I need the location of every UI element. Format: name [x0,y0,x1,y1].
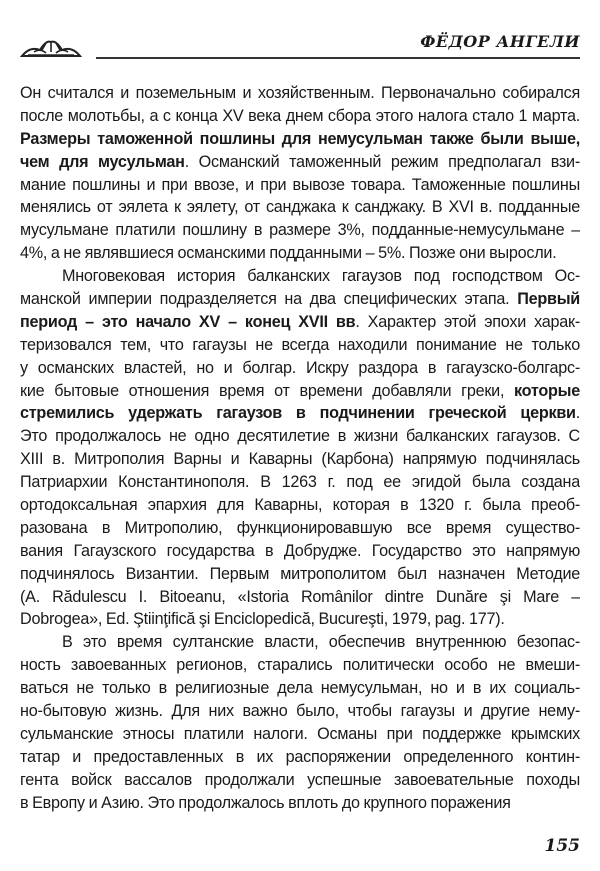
text: Он считался и поземельным и хозяйственным. Первоначально собирался [20,84,580,102]
text-line [20,723,580,746]
text-line [20,311,580,334]
text: (A. Rădulescu I. Bitoeanu, «Istoria Românilor dintre Dunăre şi Mare – [20,587,580,606]
text: Многовековая история балканских гагаузов под господством Ос- [62,267,580,286]
text: . Характер этой эпохи харак- [355,312,580,331]
text-line [20,563,580,586]
text-line [20,128,580,151]
text: теризовался тем, что гагаузы не всегда находили понимание не только [20,335,580,354]
text: после молотьбы, а с конца XV века днем сбора этого налога стало 1 марта. [20,106,580,125]
text: 4%, а не являвшиеся османскими подданными – 5%. Позже они выросли. [20,244,557,263]
text-line [20,151,580,174]
text-line [20,448,580,471]
text-line [20,219,580,242]
bold-text: Размеры таможенной пошлины для немусульман также были выше, [20,129,580,148]
text-line [20,586,580,609]
text-line [20,494,580,517]
text: В это время султанские власти, обеспечив внутреннюю безопас- [62,633,580,652]
text-line [20,196,580,219]
text-line [20,792,580,815]
text: сульманские этносы платили налоги. Османы при поддержке крымских [20,724,580,743]
text-line [20,265,580,288]
paragraph [20,82,580,265]
text-line [20,517,580,540]
text-line [20,242,580,265]
text-line [20,471,580,494]
text: у османских властей, но и болгар. Искру раздора в гагаузско-болгарс- [20,358,580,377]
text: ваться не только в религиозные дела немусульман, но и в их социаль- [20,679,580,698]
text: подчинялось Византии. Первым митрополитом был назначен Методие [20,564,580,583]
text-line [20,82,580,105]
text: мание пошлины и при ввозе, и при вывозе товара. Таможенные пошлины [20,175,580,194]
text-line [20,631,580,654]
text: мусульмане платили пошлину в размере 3%, подданные-немусульмане – [20,221,580,240]
text-line [20,357,580,380]
text: но-бытовую жизнь. Для них важно было, чтобы гагаузы и другие нему- [20,702,580,721]
bold-text: чем для мусульман [20,152,185,171]
text: кие бытовые отношения время от времени добавляли греки, [20,381,515,400]
text: ортодоксальная эпархия для Каварны, которая в 1320 г. была преоб- [20,496,580,515]
ornament-icon [20,38,82,60]
text: Патриархии Константинополя. В 1263 г. под ее эгидой была создана [20,473,580,492]
bold-text: которые [514,381,580,400]
text: . Османский таможенный режим предполагал взи- [184,152,580,171]
text: гента войск вассалов продолжали успешные завоевательные походы [20,770,580,789]
page-number: 155 [544,836,580,856]
text: XIII в. Митрополия Варны и Каварны (Карбона) напрямую подчинялась [20,450,580,469]
text: менялись от эялета к эялету, от санджака к санджаку. В XVI в. подданные [20,198,580,217]
text: манской империи подразделяется на два специфических этапа. [20,290,518,309]
text-line [20,105,580,128]
text-line [20,402,580,425]
text-line [20,174,580,197]
text-line [20,425,580,448]
text: Это продолжалось не одно десятилетие в жизни балканских гагаузов. С [20,427,580,446]
text-line [20,746,580,769]
text: ность завоеванных регионов, старались политически особо не вмеши- [20,656,580,675]
bold-text: Первый [517,290,580,309]
paragraph [20,631,580,814]
text-line [20,334,580,357]
bold-text: период – это начало XV – конец XVII вв [20,312,356,331]
text-line [20,540,580,563]
text-line [20,677,580,700]
text: . [575,404,580,423]
header-rule [96,57,580,59]
body-text [20,82,580,815]
text-line [20,608,580,631]
page-header [20,30,580,62]
text-line [20,288,580,311]
text: Dobrogea», Ed. Ştiinţifică şi Enciclopedică, Bucureşti, 1979, pag. 177). [20,610,505,629]
bold-text: стремились удержать гагаузов в подчинении греческой церкви [20,404,576,423]
text: в Европу и Азию. Это продолжалось вплоть до крупного поражения [20,793,511,812]
text: вания Гагаузского государства в Добрудже. Государство это напрямую [20,541,580,560]
text: татар и предоставленных в их распоряжении определенного контин- [20,747,580,766]
text-line [20,380,580,403]
text-line [20,769,580,792]
running-title: ФЁДОР АНГЕЛИ [420,32,580,51]
paragraph [20,265,580,631]
text: разована в Митрополию, функционировавшую все время существо- [20,518,580,537]
text-line [20,700,580,723]
text-line [20,654,580,677]
